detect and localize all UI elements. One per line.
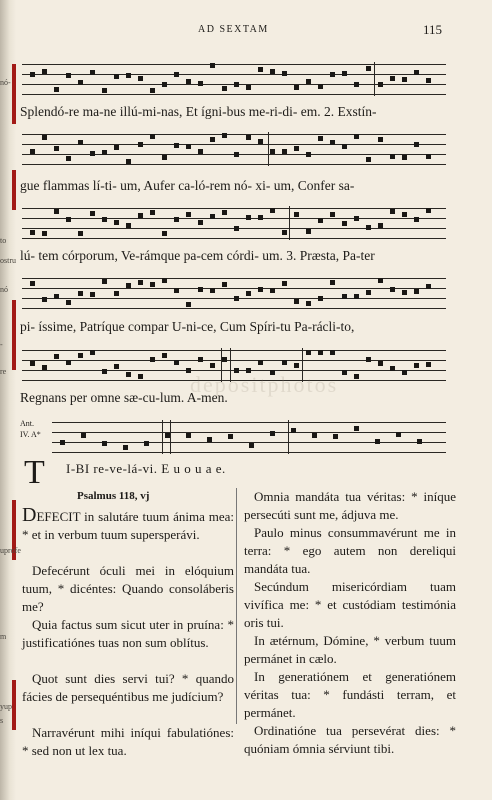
neume — [414, 70, 419, 75]
neume — [342, 221, 347, 226]
staff-line — [22, 308, 446, 309]
staff-line — [52, 452, 446, 453]
red-edge-mark — [12, 680, 16, 730]
neume — [174, 72, 179, 77]
neume — [258, 360, 263, 365]
neume — [210, 137, 215, 142]
neume — [210, 63, 215, 68]
neume — [282, 230, 287, 235]
neume — [258, 67, 263, 72]
neume — [390, 154, 395, 159]
neume — [198, 287, 203, 292]
staff-line — [22, 288, 446, 289]
neume — [207, 437, 212, 442]
neume — [354, 216, 359, 221]
neume — [318, 296, 323, 301]
psalm-verse: Narravérunt mihi iníqui fabulatiónes: * sed non ut lex tua. — [22, 725, 234, 758]
chant-lyric-line: lú- tem córporum, Ve-rámque pa-cem córdi- um. 3. Præsta, Pa-ter — [20, 248, 375, 263]
neume — [114, 364, 119, 369]
chant-staff — [52, 420, 446, 454]
neume — [375, 439, 380, 444]
neume — [198, 357, 203, 362]
neume — [366, 225, 371, 230]
psalm-verse: Quia factus sum sicut uter in pruína: * justificatiónes tuas non sum oblítus. — [22, 617, 234, 650]
margin-fragment: - — [0, 340, 3, 349]
antiphon-label: Ant. — [20, 419, 34, 428]
psalm-verse: In generatiónem et generatiónem véritas tua: * fundásti terram, et permánet. — [244, 669, 456, 720]
antiphon-text: I-BI re-ve-lá-vi. E u o u a e. — [66, 461, 226, 476]
staff-line — [22, 350, 446, 351]
margin-fragment: to — [0, 236, 7, 245]
neume — [282, 71, 287, 76]
neume — [60, 440, 65, 445]
neume — [174, 360, 179, 365]
neume — [150, 88, 155, 93]
neume — [426, 78, 431, 83]
neume — [138, 374, 143, 379]
staff-line — [22, 94, 446, 95]
neume — [78, 291, 83, 296]
neume — [294, 85, 299, 90]
neume — [198, 149, 203, 154]
neume — [54, 87, 59, 92]
neume — [210, 288, 215, 293]
margin-fragment: ostru — [0, 256, 16, 265]
chant-staff — [22, 62, 446, 96]
neume — [114, 291, 119, 296]
neume — [90, 292, 95, 297]
antiphon-initial: T — [24, 454, 45, 491]
neume — [54, 354, 59, 359]
neume — [426, 154, 431, 159]
neume — [282, 360, 287, 365]
neume — [54, 209, 59, 214]
neume — [366, 66, 371, 71]
neume — [42, 231, 47, 236]
psalm-verse: Paulo minus consummavérunt me in terra: * ego autem non dereliqui mandáta tua. — [244, 525, 456, 576]
neume — [378, 82, 383, 87]
neume — [186, 212, 191, 217]
psalm-verse — [22, 504, 234, 544]
neume — [390, 366, 395, 371]
neume — [81, 433, 86, 438]
neume — [246, 215, 251, 220]
neume — [402, 290, 407, 295]
bar-line — [289, 206, 290, 240]
neume — [282, 281, 287, 286]
running-title: AD SEXTAM — [198, 24, 269, 35]
neume — [270, 208, 275, 213]
neume — [342, 71, 347, 76]
staff-line — [22, 208, 446, 209]
neume — [390, 287, 395, 292]
neume — [270, 149, 275, 154]
neume — [246, 291, 251, 296]
neume — [174, 217, 179, 222]
margin-fragment: m — [0, 632, 7, 641]
neume — [222, 86, 227, 91]
neume — [354, 374, 359, 379]
neume — [402, 155, 407, 160]
staff-line — [22, 74, 446, 75]
neume — [90, 211, 95, 216]
neume — [174, 143, 179, 148]
psalm-verse: Quot sunt dies servi tui? * quando fácies de persequéntibus me judícium? — [22, 671, 234, 704]
neume — [150, 282, 155, 287]
neume — [30, 72, 35, 77]
neume — [306, 350, 311, 355]
neume — [222, 357, 227, 362]
neume — [306, 301, 311, 306]
margin-fragment: yup — [0, 702, 12, 711]
neume — [66, 156, 71, 161]
neume — [90, 70, 95, 75]
antiphon-mode: IV. A* — [20, 430, 41, 439]
neume — [66, 360, 71, 365]
neume — [294, 212, 299, 217]
neume — [342, 144, 347, 149]
neume — [78, 140, 83, 145]
column-divider — [236, 488, 237, 724]
neume — [66, 217, 71, 222]
bar-line — [374, 62, 375, 96]
neume — [426, 362, 431, 367]
neume — [30, 230, 35, 235]
neume — [228, 434, 233, 439]
neume — [90, 151, 95, 156]
neume — [42, 297, 47, 302]
neume — [426, 208, 431, 213]
neume — [342, 294, 347, 299]
neume — [30, 281, 35, 286]
neume — [396, 432, 401, 437]
staff-line — [52, 432, 446, 433]
bar-line — [162, 420, 163, 454]
neume — [378, 278, 383, 283]
chant-staff — [22, 206, 446, 240]
neume — [270, 288, 275, 293]
psalm-verse: Secúndum misericórdiam tuam vivífica me: * et custódiam testimónia oris tui. — [244, 579, 456, 630]
neume — [330, 212, 335, 217]
neume — [306, 79, 311, 84]
neume — [366, 157, 371, 162]
psalm-verse: Ordinatióne tua persevérat dies: * quóniam ómnia sérviunt tibi. — [244, 723, 456, 756]
neume — [270, 69, 275, 74]
neume — [330, 72, 335, 77]
neume — [234, 82, 239, 87]
neume — [258, 139, 263, 144]
staff-line — [22, 218, 446, 219]
neume — [138, 76, 143, 81]
neume — [378, 223, 383, 228]
neume — [249, 443, 254, 448]
chant-lyric-line: pi- íssime, Patríque compar U-ni-ce, Cum Spíri-tu Pa-rácli-to, — [20, 319, 355, 334]
neume — [402, 77, 407, 82]
neume — [162, 353, 167, 358]
bar-line — [288, 420, 289, 454]
neume — [66, 300, 71, 305]
neume — [102, 217, 107, 222]
neume — [414, 363, 419, 368]
red-edge-mark — [12, 170, 16, 210]
neume — [291, 428, 296, 433]
neume — [66, 73, 71, 78]
neume — [390, 209, 395, 214]
neume — [330, 140, 335, 145]
neume — [198, 220, 203, 225]
staff-line — [22, 238, 446, 239]
neume — [54, 146, 59, 151]
chant-lyric-line: Regnans per omne sæ-cu-lum. A-men. — [20, 390, 228, 405]
psalm-initial: D — [22, 504, 37, 526]
neume — [366, 357, 371, 362]
neume — [234, 226, 239, 231]
neume — [210, 214, 215, 219]
neume — [294, 363, 299, 368]
neume — [312, 433, 317, 438]
chant-staff — [22, 132, 446, 166]
neume — [186, 79, 191, 84]
neume — [210, 363, 215, 368]
neume — [144, 441, 149, 446]
neume — [282, 149, 287, 154]
psalm-title: Psalmus 118, vj — [77, 490, 150, 502]
margin-fragment: uprofe — [0, 546, 21, 555]
neume — [126, 73, 131, 78]
neume — [294, 299, 299, 304]
neume — [162, 231, 167, 236]
neume — [78, 80, 83, 85]
neume — [102, 369, 107, 374]
neume — [318, 350, 323, 355]
neume — [234, 152, 239, 157]
neume — [246, 85, 251, 90]
neume — [150, 357, 155, 362]
neume — [123, 445, 128, 450]
neume — [126, 223, 131, 228]
neume — [30, 361, 35, 366]
neume — [198, 81, 203, 86]
neume — [42, 365, 47, 370]
neume — [174, 288, 179, 293]
chant-lyric-line: Splendó-re ma-ne illú-mi-nas, Et ígni-bus me-ri-di- em. 2. Exstín- — [20, 104, 377, 119]
neume — [270, 431, 275, 436]
neume — [354, 82, 359, 87]
neume — [417, 439, 422, 444]
psalm-verse: Defecérunt óculi mei in elóquium tuum, * dicéntes: Quando consoláberis me? — [22, 563, 234, 614]
neume — [126, 159, 131, 164]
staff-line — [22, 134, 446, 135]
staff-line — [22, 164, 446, 165]
neume — [222, 133, 227, 138]
neume — [318, 136, 323, 141]
neume — [78, 353, 83, 358]
neume — [390, 76, 395, 81]
neume — [378, 137, 383, 142]
neume — [42, 135, 47, 140]
neume — [354, 294, 359, 299]
neume — [222, 282, 227, 287]
neume — [42, 69, 47, 74]
margin-fragment: s — [0, 716, 4, 725]
neume — [90, 350, 95, 355]
neume — [402, 212, 407, 217]
neume — [294, 146, 299, 151]
staff-line — [22, 144, 446, 145]
margin-fragment: re — [0, 367, 7, 376]
neume — [342, 370, 347, 375]
bar-line — [170, 420, 171, 454]
red-edge-mark — [12, 64, 16, 124]
chant-staff — [22, 276, 446, 310]
neume — [114, 145, 119, 150]
neume — [102, 441, 107, 446]
neume — [402, 370, 407, 375]
bar-line — [268, 132, 269, 166]
neume — [306, 152, 311, 157]
neume — [138, 280, 143, 285]
neume — [414, 142, 419, 147]
psalm-verse: In ætérnum, Dómine, * verbum tuum permánet in cælo. — [244, 633, 456, 666]
neume — [258, 215, 263, 220]
neume — [78, 231, 83, 236]
red-edge-mark — [12, 300, 16, 370]
neume — [186, 433, 191, 438]
page-number: 115 — [423, 22, 443, 37]
staff-line — [22, 64, 446, 65]
neume — [162, 278, 167, 283]
neume — [426, 284, 431, 289]
neume — [30, 149, 35, 154]
neume — [102, 88, 107, 93]
neume — [246, 135, 251, 140]
neume — [114, 74, 119, 79]
neume — [366, 290, 371, 295]
neume — [222, 210, 227, 215]
chant-lyric-line: gue flammas lí-ti- um, Aufer ca-ló-rem nó- xi- um, Confer sa- — [20, 178, 355, 193]
neume — [258, 287, 263, 292]
neume — [354, 426, 359, 431]
neume — [354, 134, 359, 139]
margin-fragment: nó — [0, 285, 8, 294]
watermark: depositphotos — [190, 372, 339, 397]
neume — [333, 434, 338, 439]
neume — [114, 220, 119, 225]
neume — [165, 433, 170, 438]
psalm-verse-text: EFECIT in salutáre tuum ánima mea: * et in verbum tuum supersperávi. — [22, 509, 234, 542]
neume — [414, 289, 419, 294]
psalm-verse: Omnia mandáta tua véritas: * iníque persecúti sunt me, ádjuva me. — [244, 489, 456, 522]
neume — [150, 210, 155, 215]
neume — [330, 350, 335, 355]
neume — [150, 134, 155, 139]
neume — [414, 217, 419, 222]
margin-fragment: nó- — [0, 78, 11, 87]
neume — [306, 229, 311, 234]
neume — [102, 150, 107, 155]
neume — [162, 82, 167, 87]
neume — [318, 84, 323, 89]
neume — [126, 372, 131, 377]
neume — [318, 218, 323, 223]
neume — [378, 361, 383, 366]
page-header — [0, 22, 492, 42]
staff-line — [52, 422, 446, 423]
neume — [138, 213, 143, 218]
neume — [234, 296, 239, 301]
neume — [102, 279, 107, 284]
neume — [330, 280, 335, 285]
neume — [186, 144, 191, 149]
neume — [126, 283, 131, 288]
neume — [162, 155, 167, 160]
neume — [186, 302, 191, 307]
neume — [54, 294, 59, 299]
neume — [138, 142, 143, 147]
